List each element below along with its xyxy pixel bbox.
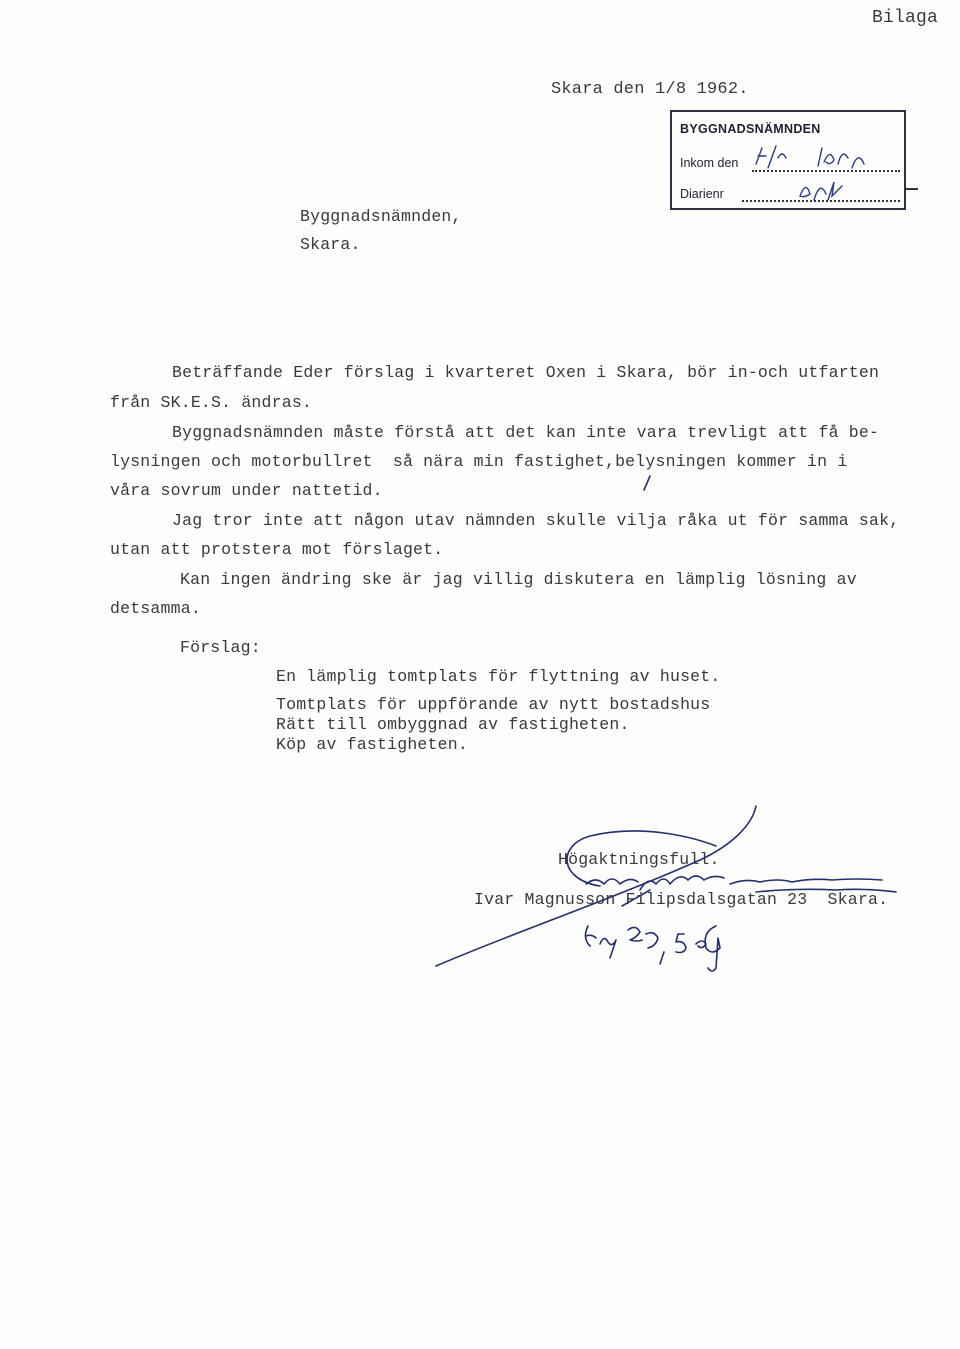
proposals-heading: Förslag: bbox=[180, 638, 261, 657]
paragraph-3-line-1: Jag tror inte att någon utav nämnden skulle vilja råka ut för samma sak, bbox=[172, 511, 900, 530]
stamp-title: BYGGNADSNÄMNDEN bbox=[680, 122, 821, 136]
closing-greeting: Högaktningsfull. bbox=[558, 850, 720, 869]
proposal-item: Rätt till ombyggnad av fastigheten. bbox=[276, 715, 630, 734]
stamp-inkom-label: Inkom den bbox=[680, 156, 739, 170]
paragraph-4-line-2: detsamma. bbox=[110, 599, 201, 618]
proposal-item: Tomtplats för uppförande av nytt bostadshus bbox=[276, 695, 711, 714]
recipient-line-1: Byggnadsnämnden, bbox=[300, 207, 462, 226]
attachment-label: Bilaga bbox=[872, 8, 939, 28]
proposal-item: Köp av fastigheten. bbox=[276, 735, 468, 754]
paragraph-2-line-3: våra sovrum under nattetid. bbox=[110, 481, 383, 500]
paragraph-1-line-2: från SK.E.S. ändras. bbox=[110, 393, 313, 412]
letter-date: Skara den 1/8 1962. bbox=[551, 80, 749, 99]
recipient-line-2: Skara. bbox=[300, 235, 361, 254]
signature-typed-line: Ivar Magnusson Filipsdalsgatan 23 Skara. bbox=[474, 890, 889, 909]
paragraph-2-line-1: Byggnadsnämnden måste förstå att det kan inte vara trevligt att få be- bbox=[172, 423, 880, 442]
stamp-diarienr-label: Diarienr bbox=[680, 187, 724, 201]
paragraph-4-line-1: Kan ingen ändring ske är jag villig diskutera en lämplig lösning av bbox=[180, 570, 857, 589]
paragraph-3-line-2: utan att protstera mot förslaget. bbox=[110, 540, 444, 559]
proposal-item: En lämplig tomtplats för flyttning av huset. bbox=[276, 667, 721, 686]
paragraph-2-line-2: lysningen och motorbullret så nära min fastighet,belysningen kommer in i bbox=[110, 452, 848, 471]
paragraph-1-line-1: Beträffande Eder förslag i kvarteret Oxen i Skara, bör in-och utfarten bbox=[172, 363, 880, 382]
